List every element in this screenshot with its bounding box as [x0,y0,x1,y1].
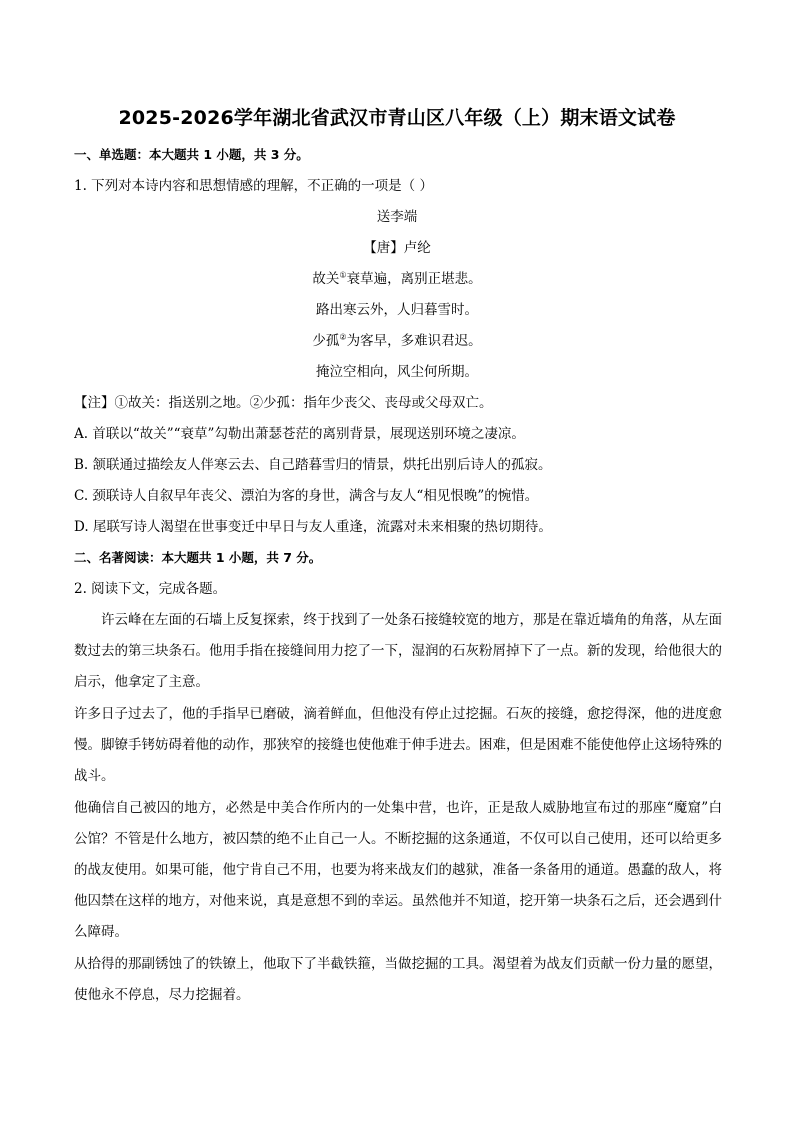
option-b: B. 颔联通过描绘友人伴寒云去、自己踏暮雪归的情景，烘托出别后诗人的孤寂。 [74,457,552,473]
poem-title: 送李端 [376,209,418,225]
exam-title: 2025-2026学年湖北省武汉市青山区八年级（上）期末语文试卷 [118,107,676,129]
reading-paragraph-3: 他确信自己被囚的地方，必然是中美合作所内的一处集中营，也许，正是敌人威胁地宣布过的那座“魔窟”白公馆？不管是什么地方，被囚禁的绝不止自己一人。不断挖掘的这条通道，不仅可以自己使用，还可以给更多的战友使用。如果可能，他宁肯自己不用，也要为将来战友们的越狱，准备一条备用的通道。愚蠢的敌人，将他囚禁在这样的地方，对他来说，真是意想不到的幸运。虽然他并不知道，挖开第一块条石之后，还会遇到什么障碍。 [74,800,722,940]
section-heading-single-choice: 一、单选题：本大题共 1 小题，共 3 分。 [74,147,309,162]
option-d: D. 尾联写诗人渴望在世事变迁中早日与友人重逢，流露对未来相聚的热切期待。 [74,519,552,535]
question-1-stem: 1. 下列对本诗内容和思想情感的理解，不正确的一项是（ ） [74,178,433,194]
option-c: C. 颈联诗人自叙早年丧父、漂泊为客的身世，满含与友人“相见恨晚”的惋惜。 [74,488,539,504]
section-heading-classic-reading: 二、名著阅读：本大题共 1 小题，共 7 分。 [74,550,322,565]
poem-line-1 [0,269,794,289]
question-2-stem: 2. 阅读下文，完成各题。 [74,581,227,597]
reading-paragraph-2: 许多日子过去了，他的手指早已磨破，滴着鲜血，但他没有停止过挖掘。石灰的接缝，愈挖得深，他的进度愈慢。脚镣手铐妨碍着他的动作，那狭窄的接缝也使他难于伸手进去。困难，但是困难不能使他停止这场特殊的战斗。 [74,706,722,784]
poem-line-text: 为客早，多难识君迟。 [346,333,482,349]
footnote-marker: ① [339,270,347,280]
poem-line-text: 路出寒云外，人归暮雪时。 [316,302,478,318]
poem-line-text: 故关 [312,271,340,287]
poem-line-text: 少孤 [312,333,340,349]
poem-line-2 [0,300,794,320]
poem-line-4 [0,362,794,382]
poem-line-3 [0,331,794,351]
reading-paragraph-1: 许云峰在左面的石墙上反复探索，终于找到了一处条石接缝较宽的地方，那是在靠近墙角的角落，从左面数过去的第三块条石。他用手指在接缝间用力挖了一下，湿润的石灰粉屑掉下了一点。新的发现，给他很大的启示，他拿定了主意。 [74,612,722,690]
footnote-marker: ② [339,332,347,342]
reading-paragraph-4: 从拾得的那副锈蚀了的铁镣上，他取下了半截铁箍，当做挖掘的工具。渴望着为战友们贡献一份力量的愿望，使他永不停息，尽力挖掘着。 [74,956,722,1003]
poem-author: 【唐】卢纶 [363,240,431,256]
poem-line-text: 掩泣空相向，风尘何所期。 [316,364,478,380]
option-a: A. 首联以“故关”“衰草”勾勒出萧瑟苍茫的离别背景，展现送别环境之凄凉。 [74,426,525,442]
poem-note: 【注】①故关：指送别之地。②少孤：指年少丧父、丧母或父母双亡。 [74,395,493,411]
poem-line-text: 衰草遍，离别正堪悲。 [346,271,482,287]
